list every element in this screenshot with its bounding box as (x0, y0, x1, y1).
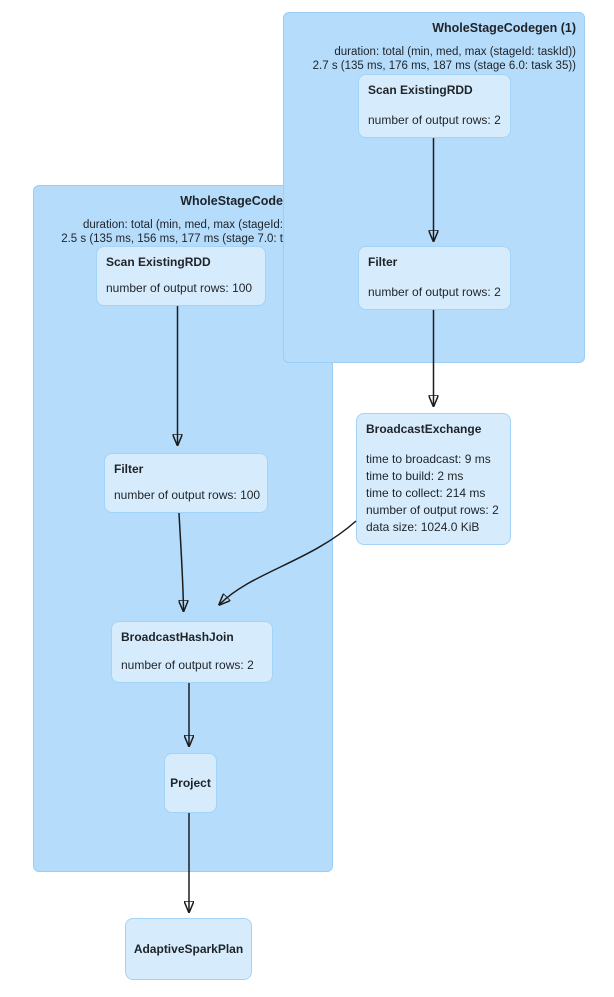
node-title: BroadcastHashJoin (121, 630, 234, 644)
node-metric-output-rows: number of output rows: 100 (106, 281, 253, 295)
node-adaptivesparkplan[interactable] (125, 918, 252, 980)
node-title: Filter (368, 255, 398, 269)
node-title: BroadcastExchange (366, 422, 482, 436)
cluster-duration-label: duration: total (min, med, max (stageId: (82, 219, 283, 231)
node-metric-output-rows: number of output rows: 2 (368, 113, 501, 127)
node-metric-time-to-broadcast: time to broadcast: 9 ms (366, 452, 491, 466)
node-broadcastexchange[interactable] (356, 413, 511, 545)
node-metric-output-rows: number of output rows: 100 (114, 488, 261, 502)
node-scan-existingrdd-1[interactable] (358, 74, 511, 138)
cluster-title: WholeStageCode (180, 194, 283, 208)
node-metric-data-size: data size: 1024.0 KiB (366, 520, 480, 534)
cluster-header (284, 20, 584, 73)
node-project[interactable] (164, 753, 217, 813)
node-metric-output-rows: number of output rows: 2 (121, 658, 254, 672)
node-title: Scan ExistingRDD (106, 255, 211, 269)
cluster-wholestagecodegen-1[interactable] (283, 12, 585, 363)
cluster-duration-value: 2.7 s (135 ms, 176 ms, 187 ms (stage 6.0: task 35)) (312, 60, 576, 72)
node-filter-2[interactable] (104, 453, 268, 513)
cluster-title: WholeStageCodegen (1) (432, 21, 576, 35)
node-metric-output-rows: number of output rows: 2 (368, 285, 501, 299)
cluster-duration-label: duration: total (min, med, max (stageId: taskId)) (334, 46, 576, 58)
node-title: AdaptiveSparkPlan (133, 942, 244, 956)
node-metric-output-rows: number of output rows: 2 (366, 503, 499, 517)
cluster-duration-value: 2.5 s (135 ms, 156 ms, 177 ms (stage 7.0: t (61, 233, 283, 245)
node-metric-time-to-build: time to build: 2 ms (366, 469, 464, 483)
node-metric-time-to-collect: time to collect: 214 ms (366, 486, 486, 500)
node-broadcasthashjoin[interactable] (111, 621, 273, 683)
cluster-header (34, 193, 283, 246)
node-title: Scan ExistingRDD (368, 83, 473, 97)
node-title: Project (170, 776, 211, 790)
node-filter-1[interactable] (358, 246, 511, 310)
node-scan-existingrdd-2[interactable] (96, 246, 266, 306)
node-title: Filter (114, 462, 144, 476)
